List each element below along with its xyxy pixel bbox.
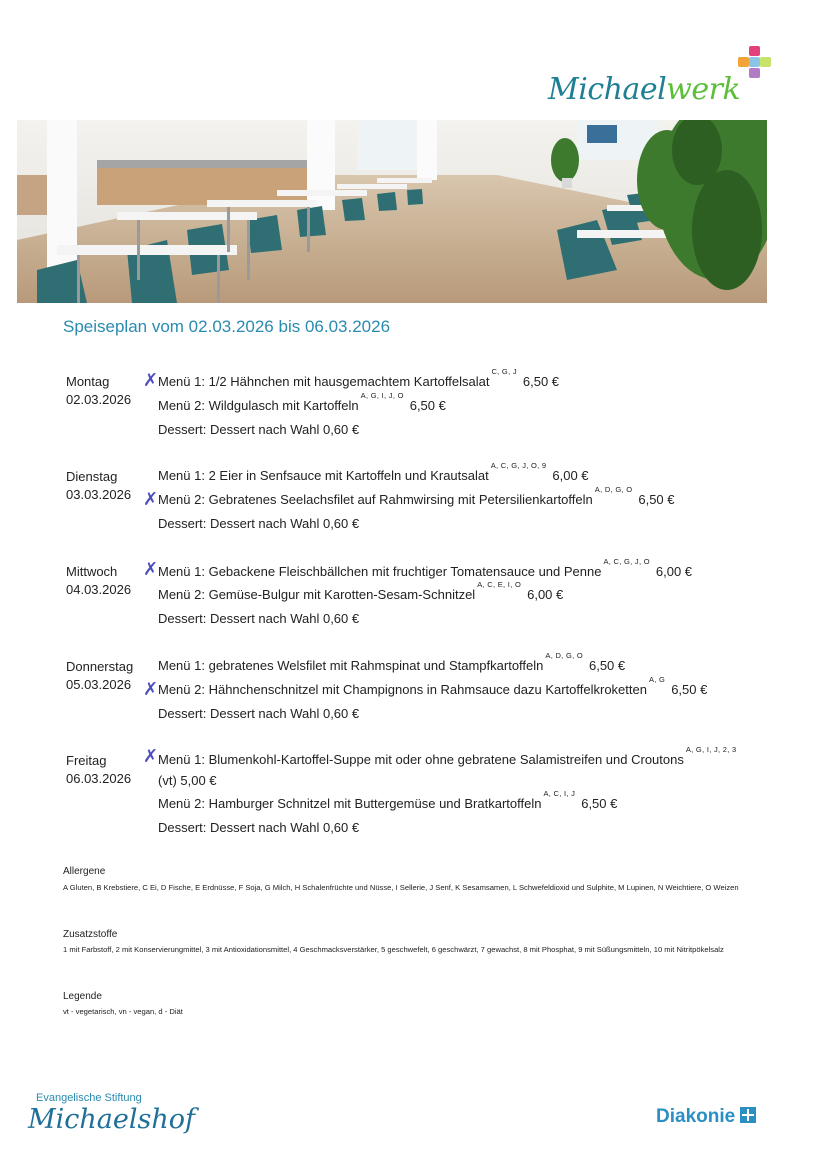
menu-1-montag [158,367,560,389]
diakonie-logo [656,1106,756,1128]
selection-mark: ✗ [143,370,159,391]
michaelwerk-logo [548,42,778,112]
menu-text: Menü 1: 1/2 Hähnchen mit hausgemachtem Kartoffelsalat [158,374,490,389]
allergene-heading: Allergene [63,866,106,877]
menu-2-montag [158,391,446,413]
menu-price: 6,00 € [527,587,564,602]
cafeteria-photo [17,120,767,303]
day-date: 06.03.2026 [66,771,132,786]
foundation-label: Evangelische Stiftung [36,1092,142,1104]
day-label-donnerstag [66,658,133,694]
day-label-freitag [66,752,131,788]
menu-1-dienstag [158,461,589,483]
day-name: Donnerstag [66,659,134,674]
legende-text: vt - vegetarisch, vn - vegan, d - Diät [63,1007,183,1016]
menu-1-freitag [158,745,739,767]
allergen-codes: A, C, E, I, O [477,580,522,589]
menu-price: 6,50 € [588,658,626,673]
colored-cross-icon [736,44,774,82]
selection-mark: ✗ [143,489,159,510]
day-date: 05.03.2026 [66,677,132,692]
day-name: Dienstag [66,469,118,484]
menu-2-mittwoch [158,580,564,602]
menu-price: 6,50 € [671,682,708,697]
menu-2-freitag [158,789,618,811]
logo-wordmark: Michaelwerk [548,72,741,107]
zusatzstoffe-heading: Zusatzstoffe [63,929,118,940]
michaelshof-logo [28,1092,195,1135]
allergen-codes: A, C, I, J [543,789,576,798]
dessert-dienstag: Dessert: Dessert nach Wahl 0,60 € [158,516,360,531]
menu-2-dienstag [158,485,675,507]
menu-2-donnerstag [158,675,708,697]
menu-text: Menü 2: Gebratenes Seelachsfilet auf Rahmwirsing mit Petersilienkartoffeln [158,492,593,507]
legende-heading: Legende [63,991,102,1002]
menu-price: 6,00 € [655,564,693,579]
menu-1-freitag-price: (vt) 5,00 € [158,773,217,788]
menu-text: Menü 1: gebratenes Welsfilet mit Rahmspinat und Stampfkartoffeln [158,658,544,673]
selection-mark: ✗ [143,559,159,580]
menu-text: Menü 2: Wildgulasch mit Kartoffeln [158,398,359,413]
dessert-montag: Dessert: Dessert nach Wahl 0,60 € [158,422,360,437]
menu-price: 6,50 € [638,492,675,507]
diakonie-cross-icon [740,1107,756,1123]
allergen-codes: A, C, G, J, O [603,557,650,566]
allergen-codes: A, C, G, J, O, 9 [490,461,547,470]
menu-1-mittwoch [158,557,693,579]
menu-price: 6,50 € [581,796,618,811]
menu-price: 6,50 € [409,398,446,413]
day-label-dienstag [66,468,131,504]
day-name: Mittwoch [66,564,118,579]
selection-mark: ✗ [143,746,159,767]
allergen-codes: A, G, I, J, 2, 3 [685,745,737,754]
day-name: Freitag [66,753,107,768]
day-label-montag [66,373,131,409]
day-name: Montag [66,374,110,389]
day-label-mittwoch [66,563,131,599]
menu-1-donnerstag [158,651,626,673]
dessert-mittwoch: Dessert: Dessert nach Wahl 0,60 € [158,611,360,626]
menu-text: Menü 2: Hähnchenschnitzel mit Champignons in Rahmsauce dazu Kartoffelkroketten [158,682,647,697]
allergen-codes: A, D, G, O [594,485,633,494]
menu-price: 6,50 € [522,374,560,389]
day-date: 03.03.2026 [66,487,132,502]
page-title: Speiseplan vom 02.03.2026 bis 06.03.2026 [63,317,391,336]
michaelshof-wordmark: Michaelshof [28,1104,195,1135]
diakonie-wordmark: Diakonie [656,1106,736,1127]
allergen-codes: A, G [648,675,666,684]
allergen-codes: A, D, G, O [545,651,583,660]
allergen-codes: C, G, J [491,367,517,376]
dessert-donnerstag: Dessert: Dessert nach Wahl 0,60 € [158,706,360,721]
selection-mark: ✗ [143,679,159,700]
allergen-codes: A, G, I, J, O [360,391,404,400]
menu-text: Menü 2: Hamburger Schnitzel mit Buttergemüse und Bratkartoffeln [158,796,542,811]
zusatzstoffe-text: 1 mit Farbstoff, 2 mit Konservierungmittel, 3 mit Antioxidationsmittel, 4 Geschmacksverstärker, 5 geschwefelt, 6 geschwärzt, 7 gewachst, 8 mit Phosphat, 9 mit Süßungsmitteln, 10 mit Nitritpökelsalz [63,945,724,954]
menu-text: Menü 1: 2 Eier in Senfsauce mit Kartoffeln und Krautsalat [158,468,489,483]
day-date: 04.03.2026 [66,582,132,597]
day-date: 02.03.2026 [66,392,132,407]
menu-text: Menü 1: Blumenkohl-Kartoffel-Suppe mit oder ohne gebratene Salamistreifen und Croutons [158,752,684,767]
menu-text: Menü 1: Gebackene Fleischbällchen mit fruchtiger Tomatensauce und Penne [158,564,602,579]
menu-text: Menü 2: Gemüse-Bulgur mit Karotten-Sesam-Schnitzel [158,587,476,602]
menu-price: 6,00 € [552,468,589,483]
dessert-freitag: Dessert: Dessert nach Wahl 0,60 € [158,820,360,835]
allergene-text: A Gluten, B Krebstiere, C Ei, D Fische, E Erdnüsse, F Soja, G Milch, H Schalenfrüchte und Nüsse, I Sellerie, J Senf, K Sesamsamen, L Schwefeldioxid und Sulphite, M Lupinen, N Weichtiere, O Weizen [63,883,739,892]
